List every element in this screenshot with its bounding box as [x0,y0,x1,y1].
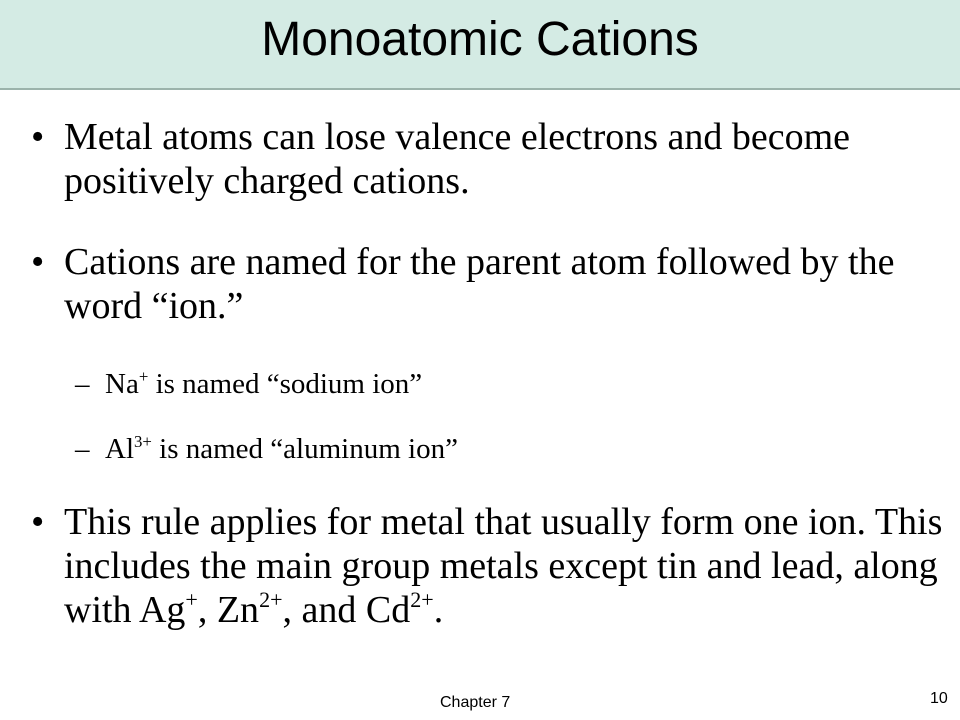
bullet-text [64,500,944,632]
bullet-text-part: , and Cd [282,589,411,631]
dash-icon: – [75,368,90,400]
slide-title: Monoatomic Cations [261,13,699,66]
page-number: 10 [930,690,948,707]
footer-chapter: Chapter 7 [440,694,511,711]
ion-charge: + [138,366,149,386]
ion-charge: 2+ [259,587,283,613]
bullet-icon: • [31,501,45,543]
sub-bullet-rest: is named “sodium ion” [148,368,423,400]
sub-bullet-text [105,366,865,402]
ion-charge: + [185,587,198,613]
bullet-icon: • [31,116,45,158]
bullet-text: Metal atoms can lose valence electrons and become positively charged cations. [64,116,851,202]
ion-charge: 3+ [134,431,152,451]
element-symbol: Na [105,368,139,400]
bullet-text-part: This rule applies for metal that usually form one ion. This includes the main group metals except tin and lead, along with Ag [64,501,943,631]
sub-bullet-text [105,431,865,467]
title-bar [0,0,960,90]
sub-bullet-rest: is named “aluminum ion” [151,433,458,465]
bullet-text-part: . [433,589,444,631]
element-symbol: Al [105,433,134,465]
dash-icon: – [75,433,90,465]
bullet-icon: • [31,241,45,283]
bullet-text: Cations are named for the parent atom followed by the word “ion.” [64,241,895,327]
ion-charge: 2+ [410,587,434,613]
bullet-text-part: , Zn [197,589,260,631]
